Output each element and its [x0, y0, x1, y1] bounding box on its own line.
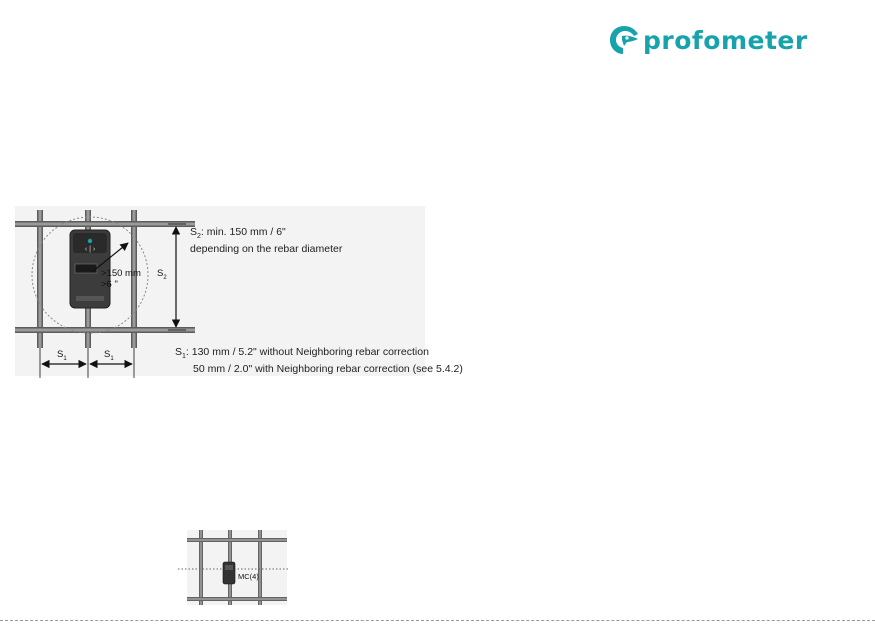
figure2-rebar-grid — [178, 530, 290, 605]
s2-note: $S_2$: min. 150 mm / 6" depending on the rebar diameter — [190, 226, 343, 256]
circle-label-inch: >6 " — [101, 279, 118, 290]
s1-note: $S_1$: 130 mm / 5.2" without Neighboring rebar correction 50 mm / 2.0" with Neighboring rebar correction (see 5.4.2) — [175, 346, 463, 376]
brand-name: profometer — [643, 25, 808, 55]
circle-label-mm: >150 mm — [101, 268, 141, 279]
nav-arrows-icon: ‹ | › — [84, 246, 96, 253]
s1-left-label: $S_1$ — [57, 349, 67, 362]
s1-right-label: $S_1$ — [104, 349, 114, 362]
page-bottom-rule — [0, 620, 875, 621]
mc4-label: MC(4) — [238, 572, 259, 581]
power-led-icon — [88, 239, 92, 243]
device-display — [75, 264, 97, 273]
device-foot — [76, 296, 104, 301]
s2-axis-label: $S_2$ — [157, 268, 167, 281]
